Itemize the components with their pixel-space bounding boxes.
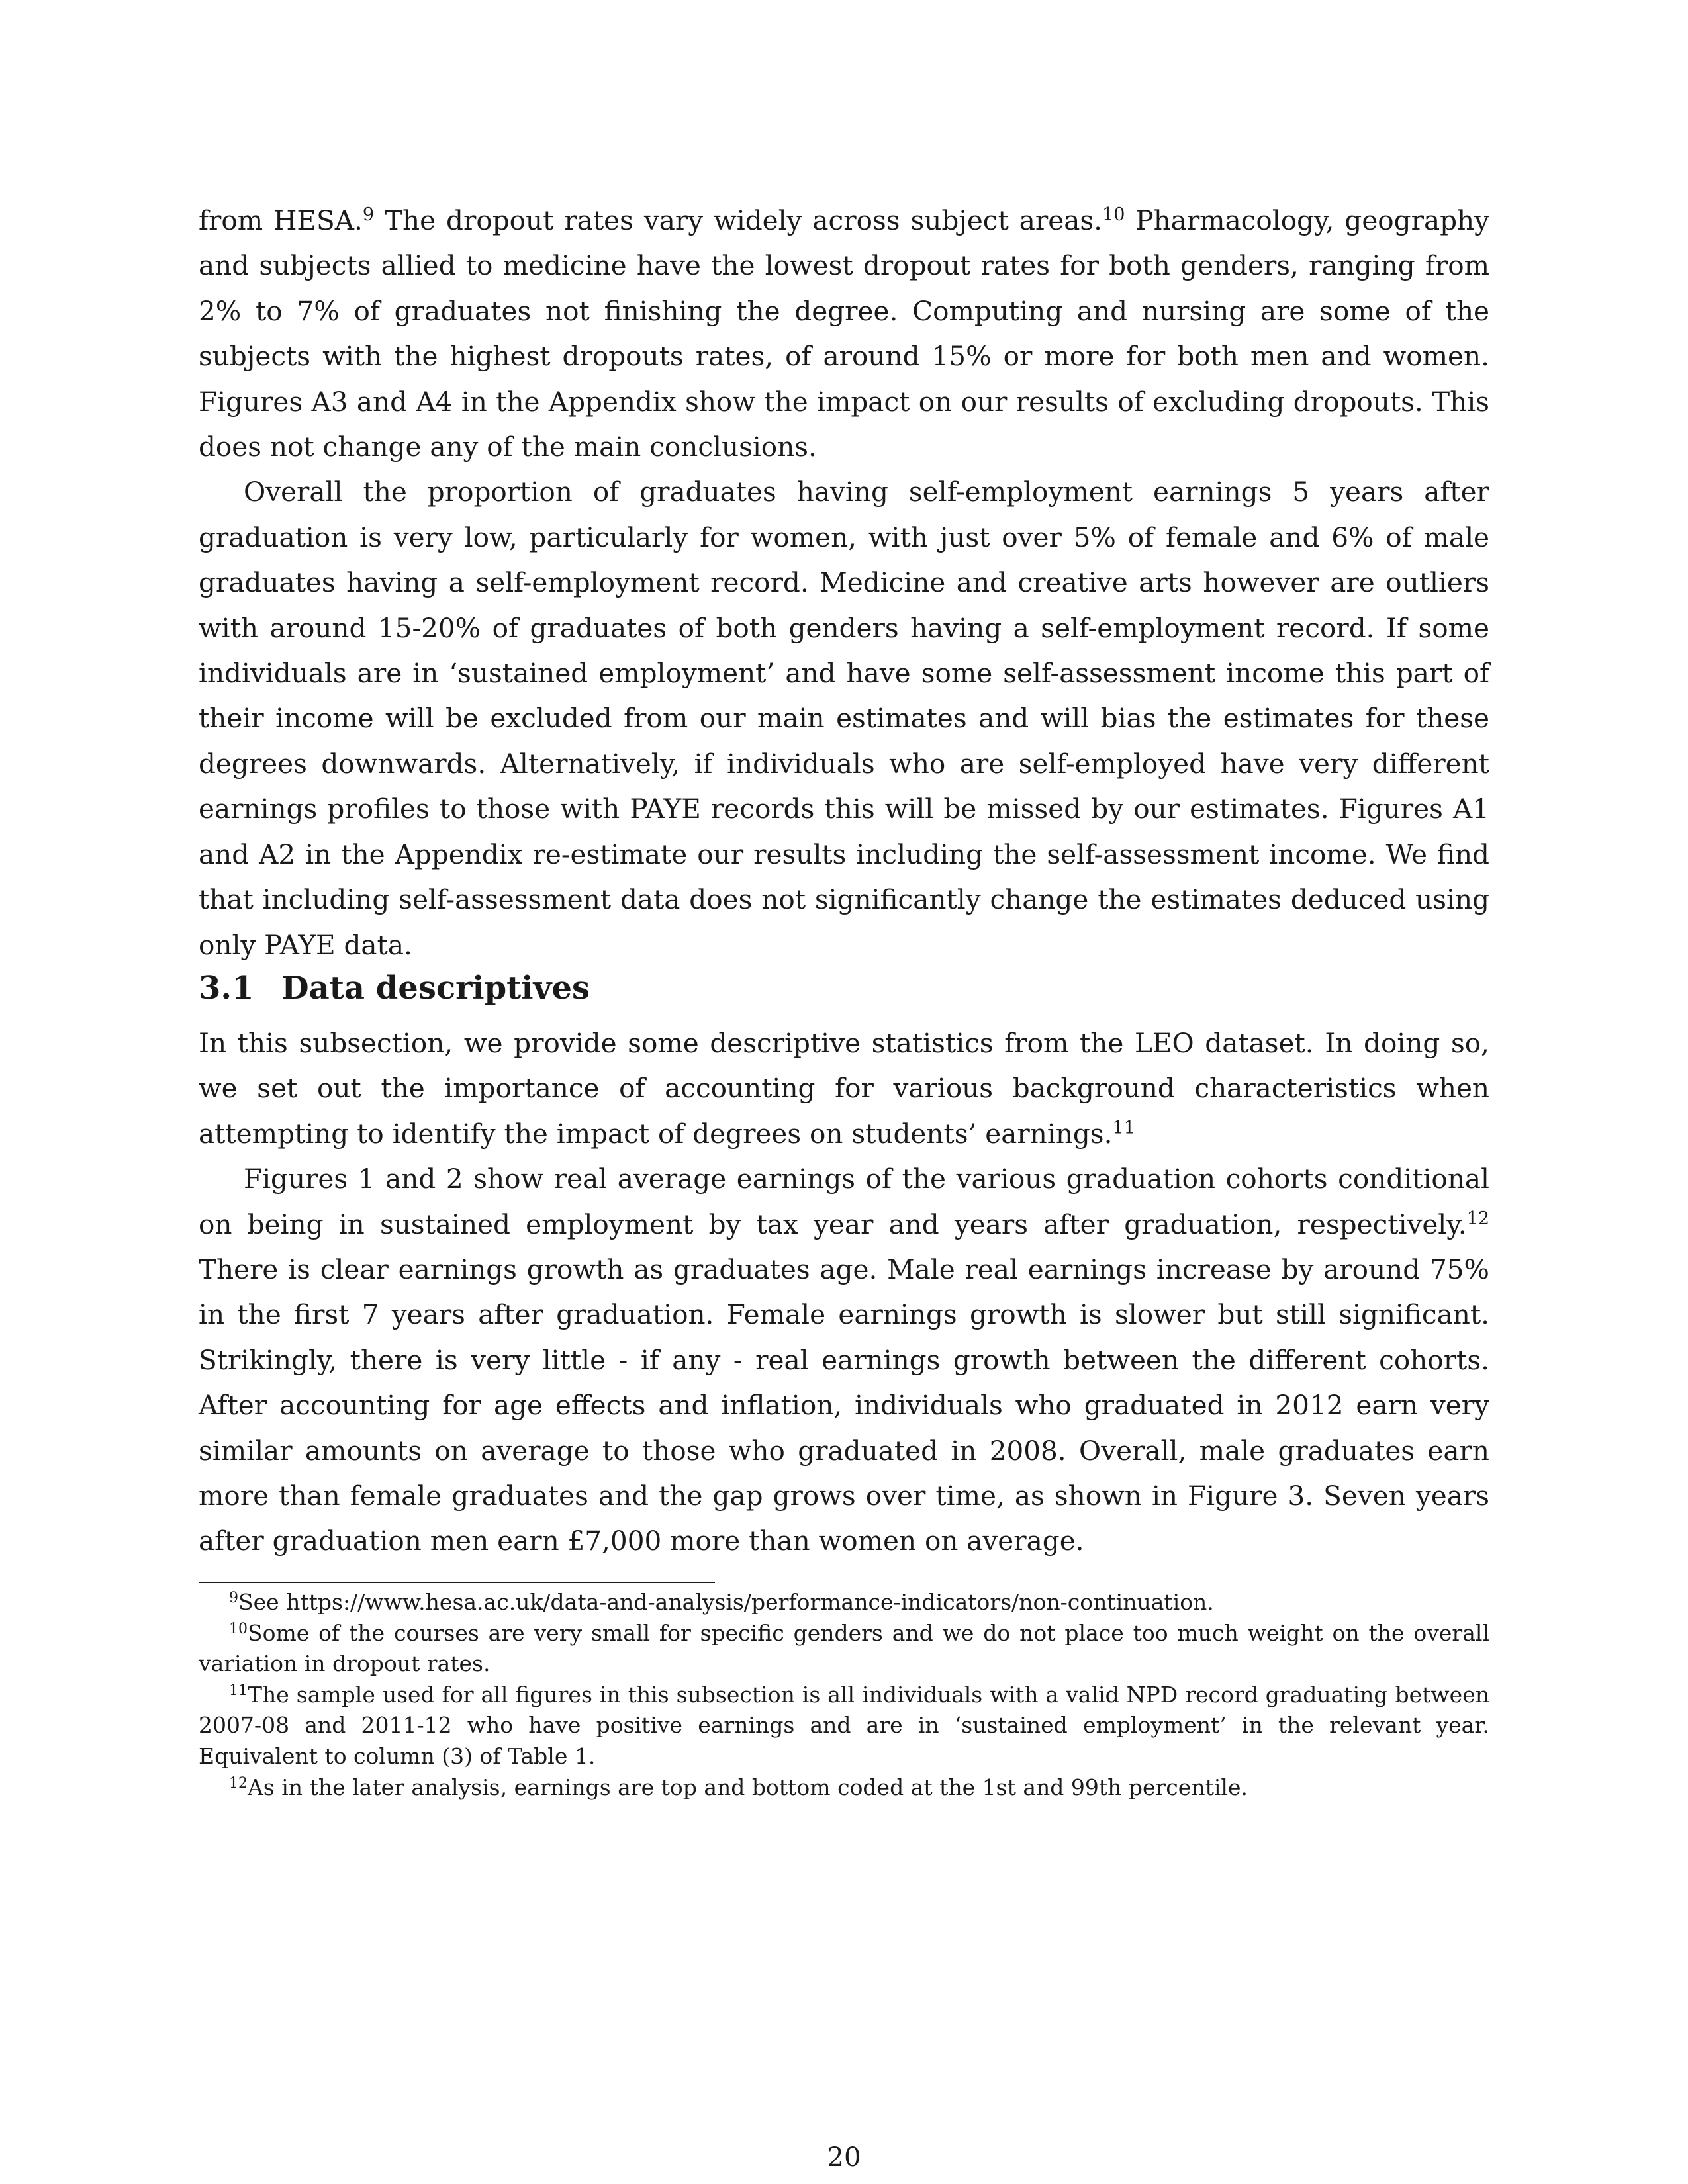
- footnote-divider: [199, 1582, 715, 1583]
- section-heading-data-descriptives: [199, 968, 590, 1008]
- footnote-mark: 12: [229, 1774, 248, 1792]
- paragraph-self-employment: Overall the proportion of graduates having self-employment earnings 5 years after graduation is very low, particularly for women, with just over 5% of female and 6% of male graduates having a self-employment record. Medicine and creative arts however are outliers with around 15-20% of graduates of both genders having a self-employment record. If some individuals are in ‘sustained employment’ and have some self-assessment income this part of their income will be excluded from our main estimates and will bias the estimates for these degrees downwards. Alternatively, if individuals who are self-employed have very different earnings profiles to those with PAYE records this will be missed by our estimates. Figures A1 and A2 in the Appendix re-estimate our results including the self-assessment income. We find that including self-assessment data does not significantly change the estimates deduced using only PAYE data.: [199, 476, 1489, 961]
- paragraph-subsection-intro: In this subsection, we provide some descriptive statistics from the LEO dataset. In doing so, we set out the importance of accounting for various background characteristics when attempting to identify the impact of degrees on students’ earnings.$^{11}$: [199, 1027, 1489, 1150]
- footnote-mark: 11: [229, 1682, 248, 1699]
- footnote-text: The sample used for all figures in this subsection is all individuals with a valid NPD record graduating between 2007-08 and 2011-12 who have positive earnings and are in ‘sustained employment’ in the relevant year. Equivalent to column (3) of Table 1.: [199, 1681, 1489, 1769]
- footnote-mark: 9: [229, 1590, 238, 1606]
- paragraph-earnings-growth: Figures 1 and 2 show real average earnings of the various graduation cohorts conditional on being in sustained employment by tax year and years after graduation, respectively.$^{12}$ There is clear earnings growth as graduates age. Male real earnings increase by around 75% in the first 7 years after graduation. Female earnings growth is slower but still significant. Strikingly, there is very little - if any - real earnings growth between the different cohorts. After accounting for age effects and inflation, individuals who graduated in 2012 earn very similar amounts on average to those who graduated in 2008. Overall, male graduates earn more than female graduates and the gap grows over time, as shown in Figure 3. Seven years after graduation men earn £7,000 more than women on average.: [199, 1163, 1489, 1557]
- section-title: Data descriptives: [281, 970, 590, 1007]
- section-number: 3.1: [199, 970, 254, 1007]
- footnote-mark: 10: [229, 1620, 248, 1637]
- footnote-11: [199, 1680, 1489, 1772]
- footnote-text: As in the later analysis, earnings are top and bottom coded at the 1st and 99th percentile.: [248, 1774, 1248, 1800]
- footnote-text: See https://www.hesa.ac.uk/data-and-analysis/performance-indicators/non-continuation.: [238, 1589, 1214, 1615]
- body-text-top: [199, 198, 1489, 968]
- footnote-ref-10[interactable]: 10: [1102, 205, 1125, 225]
- page-number: 20: [827, 2141, 861, 2173]
- footnote-text: Some of the courses are very small for specific genders and we do not place too much weight on the overall variation in dropout rates.: [199, 1619, 1489, 1677]
- footnote-9: [199, 1587, 1489, 1618]
- footnote-ref-12[interactable]: 12: [1466, 1208, 1489, 1229]
- footnotes: [199, 1587, 1489, 1803]
- paragraph-dropout-rates: from HESA.$^9$ The dropout rates vary widely across subject areas.$^{10}$ Pharmacology, geography and subjects allied to medicine have the lowest dropout rates for both genders, ranging from 2% to 7% of graduates not finishing the degree. Computing and nursing are some of the subjects with the highest dropouts rates, of around 15% or more for both men and women. Figures A3 and A4 in the Appendix show the impact on our results of excluding dropouts. This does not change any of the main conclusions.: [199, 205, 1489, 463]
- footnote-ref-9[interactable]: 9: [362, 205, 375, 225]
- footnote-ref-11[interactable]: 11: [1112, 1117, 1135, 1138]
- footnote-12: [199, 1772, 1489, 1803]
- footnote-10: [199, 1618, 1489, 1680]
- body-text-bottom: [199, 1021, 1489, 1564]
